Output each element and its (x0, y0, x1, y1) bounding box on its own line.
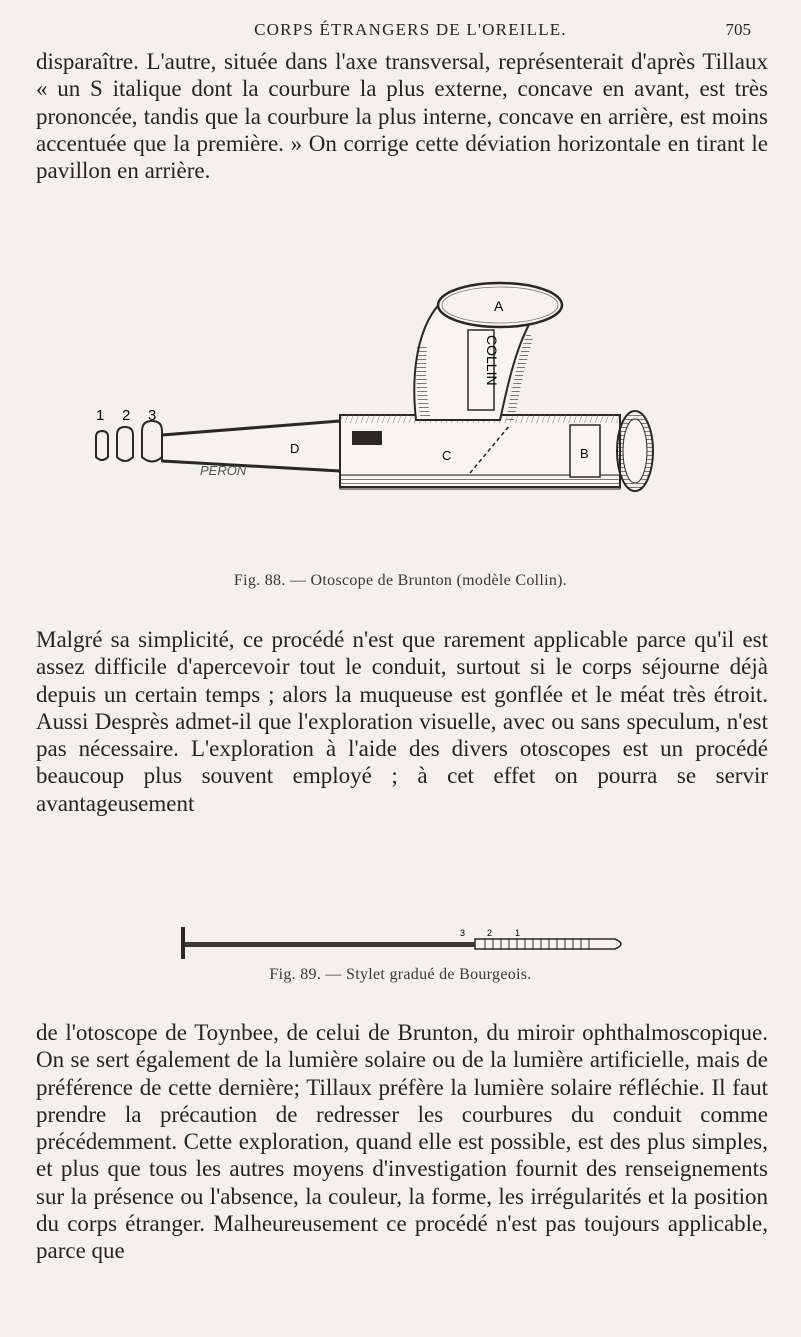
scale-mark-3: 3 (460, 928, 466, 938)
running-header (60, 14, 761, 44)
label-c: C (442, 448, 452, 463)
figure-stylet-bourgeois (175, 925, 635, 963)
paragraph-1: disparaître. L'autre, située dans l'axe transversal, représenterait d'après Tillaux « un S italique dont la courbure la plus externe, concave en avant, est très prononcée, tandis que la courbure la plus interne, concave en arrière, est moins accentuée que la première. » On corrige cette déviation horizontale en tirant le pavillon en arrière. (36, 49, 768, 184)
figure-otoscope-brunton (90, 275, 710, 567)
figure-89-caption: Fig. 89. — Stylet gradué de Bourgeois. (269, 966, 532, 983)
engraver-signature: PERON (200, 463, 247, 478)
tip-label-3: 3 (148, 407, 157, 424)
tip-label-1: 1 (96, 407, 105, 424)
page-number: 705 (725, 20, 751, 39)
label-b: B (580, 446, 589, 461)
label-d: D (290, 441, 300, 456)
maker-name: COLLIN (484, 335, 500, 386)
stylet-graduated-end (475, 939, 621, 949)
scale-mark-1: 1 (515, 928, 521, 938)
paragraph-3: de l'otoscope de Toynbee, de celui de Brunton, du miroir ophthalmoscopique. On se sert également de la lumière solaire ou de la lumière artificielle, mais de préférence de cette dernière; Tillaux préfère la lumière solaire réfléchie. Il faut prendre la précaution de redresser les courbures du conduit comme précédemment. Cette exploration, quand elle est possible, est des plus simples, et plus que tous les autres moyens d'investigation fournit des renseignements sur la présence ou l'absence, la couleur, la forme, les irrégularités et la position du corps étranger. Malheureusement ce procédé n'est pas toujours applicable, parce que (36, 1020, 768, 1264)
figure-88-caption: Fig. 88. — Otoscope de Brunton (modèle Collin). (233, 572, 568, 589)
tip-label-2: 2 (122, 407, 131, 424)
thumb-screw (352, 431, 382, 445)
ear-tips (96, 407, 162, 462)
running-title: CORPS ÉTRANGERS DE L'OREILLE. (254, 20, 567, 39)
paragraph-2: Malgré sa simplicité, ce procédé n'est que rarement applicable parce qu'il est assez difficile d'apercevoir tout le conduit, surtout si le corps séjourne déjà depuis un certain temps ; alors la muqueuse est gonflée et le méat très étroit. Aussi Desprès admet-il que l'exploration visuelle, avec ou sans speculum, n'est pas nécessaire. L'exploration à l'aide des divers otoscopes est un procédé beaucoup plus souvent employé ; à cet effet on pourra se servir avantageusement (36, 627, 768, 816)
scale-mark-2: 2 (487, 928, 493, 938)
label-a: A (494, 298, 504, 314)
